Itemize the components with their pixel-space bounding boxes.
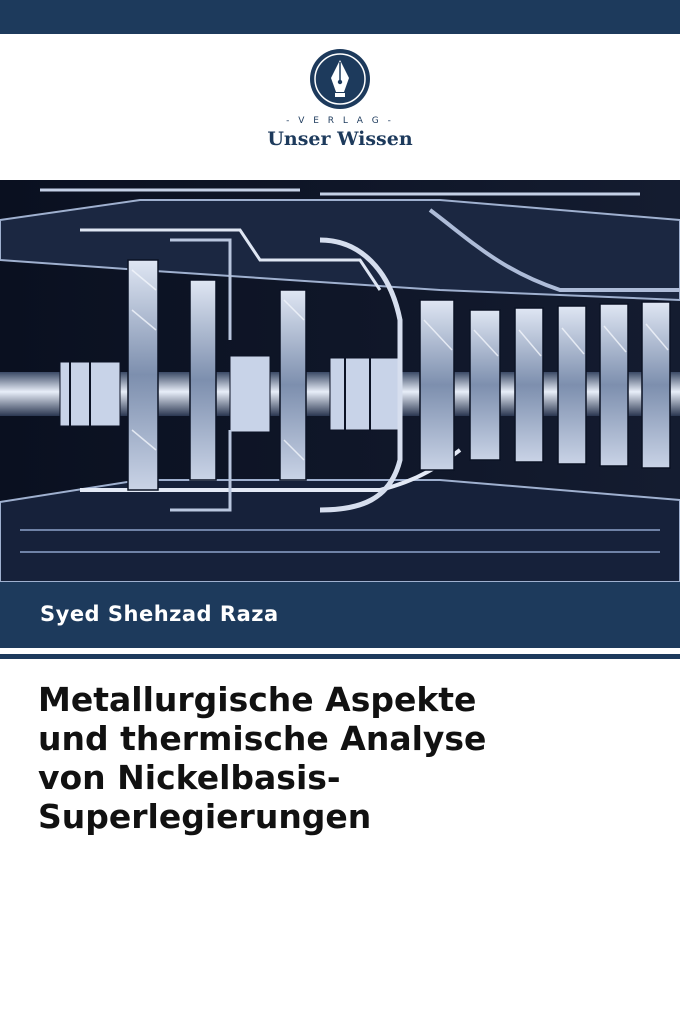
- divider-rule: [0, 654, 680, 659]
- author-name: Syed Shehzad Raza: [40, 602, 279, 626]
- cover-image-turbine: [0, 180, 680, 582]
- title-line: von Nickelbasis-: [38, 758, 341, 797]
- publisher-name: Unser Wissen: [267, 128, 413, 150]
- verlag-label: - V E R L A G -: [286, 116, 394, 126]
- title-line: Metallurgische Aspekte: [38, 680, 477, 719]
- publisher-logo: [0, 48, 680, 150]
- fountain-pen-nib-icon: [309, 48, 371, 110]
- author-band: [0, 582, 680, 648]
- title-line: und thermische Analyse: [38, 719, 487, 758]
- book-title: [38, 680, 648, 836]
- top-color-band: [0, 0, 680, 34]
- title-line: Superlegierungen: [38, 797, 372, 836]
